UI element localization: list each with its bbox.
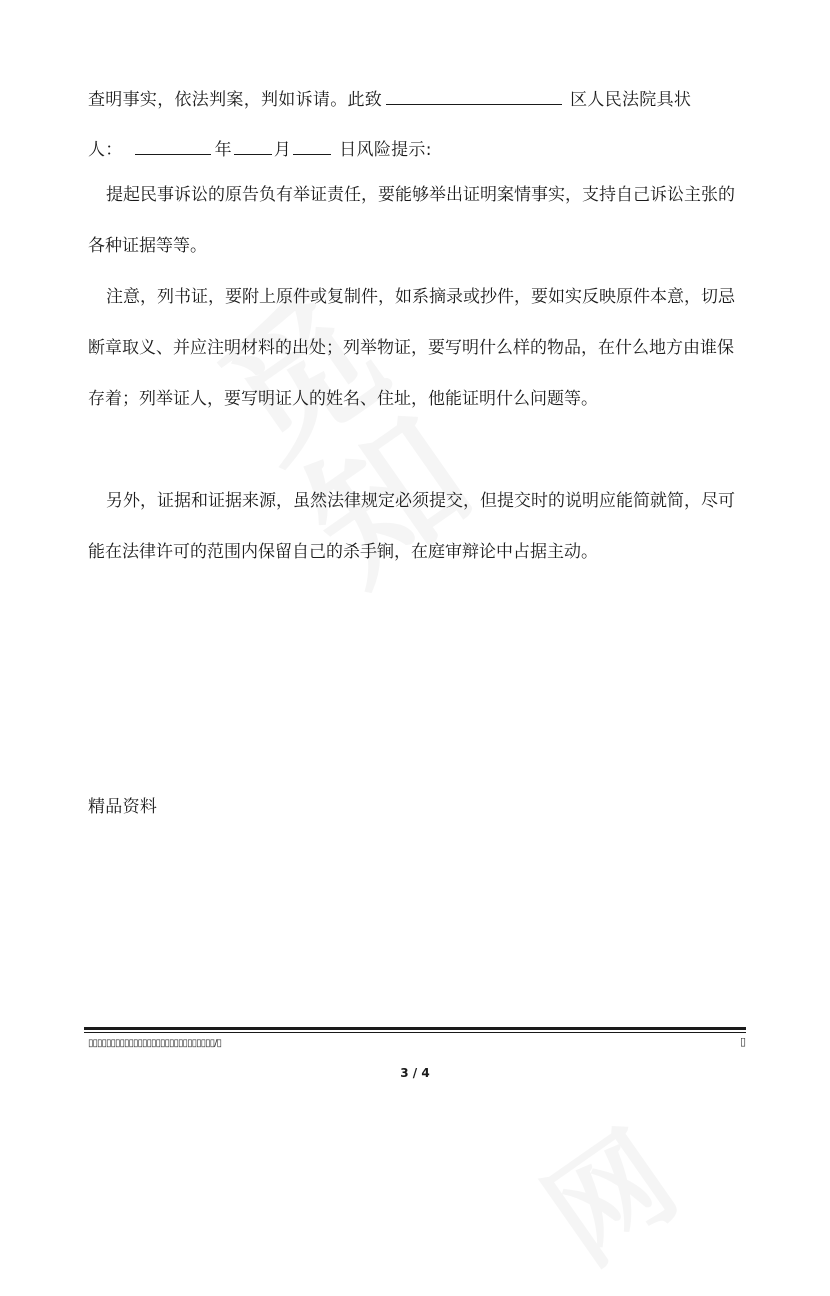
line2-start: 人：: [88, 140, 123, 160]
line1-after: 区人民法院具状: [570, 90, 692, 110]
day-risk-tip: 日风险提示:: [339, 140, 432, 160]
text-line-2: [88, 135, 432, 160]
paragraph-burden-of-proof: 提起民事诉讼的原告负有举证责任，要能够举出证明案情事实，支持自己诉讼主张的各种证据等等。: [88, 185, 735, 256]
footer-left-text: ▯▯▯▯▯▯▯▯▯▯▯▯▯▯▯▯▯▯▯▯▯▯▯▯▯▯▯▯/▯: [88, 1038, 221, 1049]
month-label: 月: [273, 140, 292, 160]
page-number: 3 / 4: [400, 1066, 430, 1080]
court-name-blank: [386, 90, 562, 105]
footer-divider: [84, 1027, 746, 1030]
footer-divider-thin: [84, 1032, 746, 1033]
closing-text: 精品资料: [88, 797, 158, 817]
year-label: 年: [214, 140, 232, 160]
paragraph-evidence-notes: 注意，列书证，要附上原件或复制件，如系摘录或抄件，要如实反映原件本意，切忌断章取义、并应注明材料的出处；列举物证，要写明什么样的物品，在什么地方由谁保存着；列举证人，要写明证人的姓名、住址，他能证明什么问题等。: [88, 287, 735, 409]
line1-before: 查明事实，依法判案，判如诉请。此致: [88, 90, 383, 110]
text-line-1: [88, 85, 691, 110]
watermark-bottom: [507, 1017, 772, 1253]
paragraph-evidence-source: 另外，证据和证据来源，虽然法律规定必须提交，但提交时的说明应能简就简，尽可能在法律许可的范围内保留自己的杀手锏，在庭审辩论中占据主动。: [88, 491, 735, 562]
day-blank: [293, 140, 331, 155]
footer-right-text: ▯: [740, 1035, 747, 1048]
month-blank: [234, 140, 272, 155]
year-blank: [135, 140, 211, 155]
